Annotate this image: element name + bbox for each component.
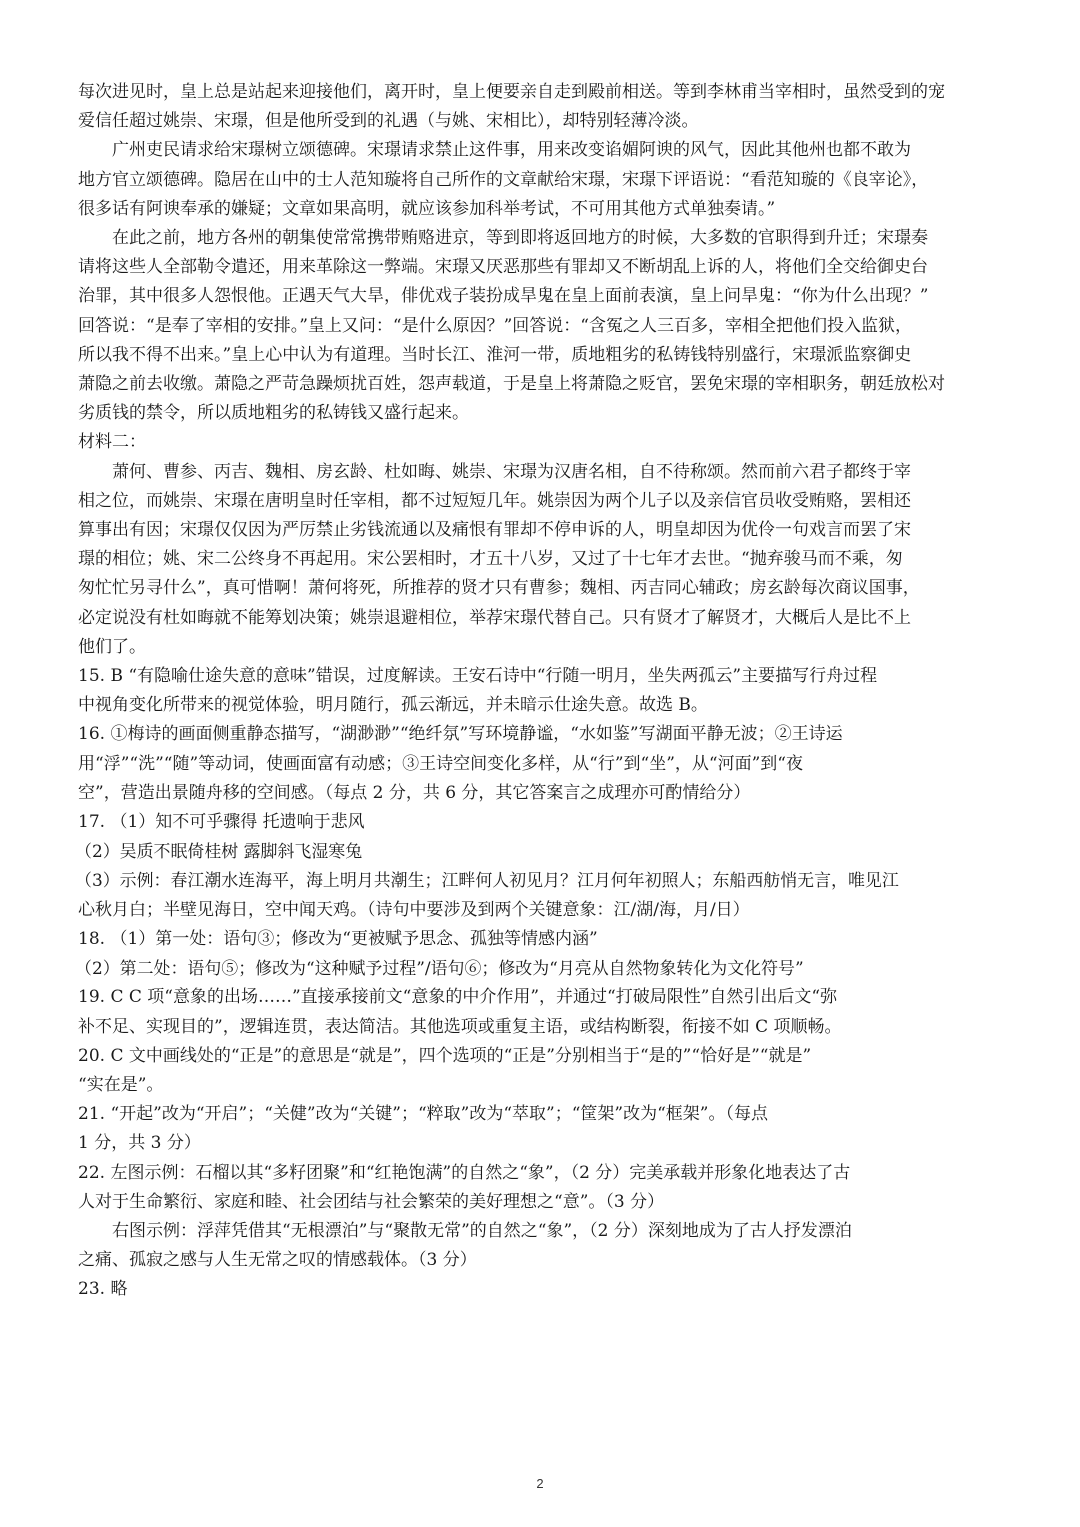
- text-line: “实在是”。: [78, 1074, 164, 1095]
- document-body: [75, 78, 1008, 1305]
- text-line: 璟的相位；姚、宋二公终身不再起用。宋公罢相时，才五十八岁，又过了十七年才去世。“抛弃骏马而不乘，匆: [78, 549, 903, 570]
- text-line: 23. 略: [78, 1279, 128, 1300]
- text-line: 他们了。: [78, 636, 146, 657]
- text-line: 17. （1）知不可乎骤得 托遗响于悲风: [78, 812, 365, 833]
- text-line: 20. C 文中画线处的“正是”的意思是“就是”，四个选项的“正是”分别相当于“是的”“恰好是”“就是”: [78, 1045, 812, 1066]
- text-line: 劣质钱的禁令，所以质地粗劣的私铸钱又盛行起来。: [78, 403, 469, 424]
- text-line: 请将这些人全部勒令遣还，用来革除这一弊端。宋璟又厌恶那些有罪却又不断胡乱上诉的人，将他们全交给御史台: [78, 257, 928, 278]
- text-line: 回答说：“是奉了宰相的安排。”皇上又问：“是什么原因？”回答说：“含冤之人三百多，宰相全把他们投入监狱，: [78, 315, 912, 336]
- text-line: 18. （1）第一处：语句③；修改为“更被赋予思念、孤独等情感内涵”: [78, 928, 598, 949]
- text-line: 萧何、曹参、丙吉、魏相、房玄龄、杜如晦、姚崇、宋璟为汉唐名相，自不待称颂。然而前六君子都终于宰: [112, 461, 911, 482]
- text-line: （2）第二处：语句⑤；修改为“这种赋予过程”/语句⑥；修改为“月亮从自然物象转化为文化符号”: [75, 958, 804, 979]
- text-line: 心秋月白；半壁见海日，空中闻天鸡。（诗句中要涉及到两个关键意象：江/湖/海，月/日）: [78, 899, 750, 920]
- text-line: 爱信任超过姚崇、宋璟，但是他所受到的礼遇（与姚、宋相比），却特别轻薄冷淡。: [78, 111, 699, 132]
- text-line: （2）吴质不眠倚桂树 露脚斜飞湿寒兔: [75, 841, 363, 862]
- text-line: 之痛、孤寂之感与人生无常之叹的情感载体。（3 分）: [78, 1250, 477, 1271]
- text-line: 22. 左图示例：石榴以其“多籽团聚”和“红艳饱满”的自然之“象”，（2 分）完美承载并形象化地表达了古: [78, 1162, 851, 1183]
- text-line: 空”，营造出景随舟移的空间感。（每点 2 分，共 6 分，其它答案言之成理亦可酌情给分）: [78, 782, 751, 803]
- text-line: 19. C C 项“意象的出场……”直接承接前文“意象的中介作用”，并通过“打破局限性”自然引出后文“弥: [78, 987, 838, 1008]
- text-line: 很多话有阿谀奉承的嫌疑；文章如果高明，就应该参加科举考试，不可用其他方式单独奏请。”: [78, 198, 776, 219]
- text-line: 广州吏民请求给宋璟树立颂德碑。宋璟请求禁止这件事，用来改变谄媚阿谀的风气，因此其他州也都不敢为: [112, 140, 911, 161]
- text-line: 用“浮”“洗”“随”等动词，使画面富有动感；③王诗空间变化多样，从“行”到“坐”，从“河面”到“夜: [78, 753, 803, 774]
- text-line: 匆忙忙另寻什么”，真可惜啊！萧何将死，所推荐的贤才只有曹参；魏相、丙吉同心辅政；房玄龄每次商议国事，: [78, 578, 920, 599]
- text-line: 16. ①梅诗的画面侧重静态描写，“湖渺渺”“绝纤氛”写环境静谧，“水如鉴”写湖面平静无波；②王诗运: [78, 724, 843, 745]
- text-line: 人对于生命繁衍、家庭和睦、社会团结与社会繁荣的美好理想之“意”。（3 分）: [78, 1191, 665, 1212]
- text-line: 算事出有因；宋璟仅仅因为严厉禁止劣钱流通以及痛恨有罪却不停申诉的人，明皇却因为优伶一句戏言而罢了宋: [78, 520, 911, 541]
- page-number: 2: [536, 1476, 544, 1491]
- text-line: 右图示例：浮萍凭借其“无根漂泊”与“聚散无常”的自然之“象”，（2 分）深刻地成为了古人抒发漂泊: [112, 1220, 852, 1241]
- text-line: 地方官立颂德碑。隐居在山中的士人范知璇将自己所作的文章献给宋璟，宋璟下评语说：“看范知璇的《良宰论》，: [78, 169, 929, 190]
- text-line: 材料二：: [78, 432, 146, 453]
- text-line: 必定说没有杜如晦就不能筹划决策；姚崇退避相位，举荐宋璟代替自己。只有贤才了解贤才，大概后人是比不上: [78, 607, 911, 628]
- text-line: 中视角变化所带来的视觉体验，明月随行，孤云渐远，并未暗示仕途失意。故选 B。: [78, 695, 708, 716]
- text-line: 在此之前，地方各州的朝集使常常携带贿赂进京，等到即将返回地方的时候，大多数的官职得到升迁；宋璟奏: [112, 228, 928, 249]
- text-line: 所以我不得不出来。”皇上心中认为有道理。当时长江、淮河一带，质地粗劣的私铸钱特别盛行，宋璟派监察御史: [78, 344, 912, 365]
- text-line: 补不足、实现目的”，逻辑连贯，表达简洁。其他选项或重复主语，或结构断裂，衔接不如 C 项顺畅。: [78, 1016, 842, 1037]
- text-line: 治罪，其中很多人怨恨他。正遇天气大旱，俳优戏子装扮成旱鬼在皇上面前表演，皇上问旱鬼：“你为什么出现？”: [78, 286, 929, 307]
- text-line: 萧隐之前去收缴。萧隐之严苛急躁烦扰百姓，怨声载道，于是皇上将萧隐之贬官，罢免宋璟的宰相职务，朝廷放松对: [78, 374, 945, 395]
- text-line: 15. B “有隐喻仕途失意的意味”错误，过度解读。王安石诗中“行随一明月，坐失两孤云”主要描写行舟过程: [78, 666, 878, 687]
- text-line: 每次进见时，皇上总是站起来迎接他们，离开时，皇上便要亲自走到殿前相送。等到李林甫当宰相时，虽然受到的宠: [78, 82, 945, 102]
- text-line: 1 分，共 3 分）: [78, 1133, 201, 1154]
- text-line: 21. “开起”改为“开启”；“关健”改为“关键”；“粹取”改为“萃取”；“筐架”改为“框架”。（每点: [78, 1104, 768, 1125]
- text-line: （3）示例：春江潮水连海平，海上明月共潮生；江畔何人初见月？江月何年初照人；东船西舫悄无言，唯见江: [75, 870, 899, 891]
- text-line: 相之位，而姚崇、宋璟在唐明皇时任宰相，都不过短短几年。姚崇因为两个儿子以及亲信官员收受贿赂，罢相还: [78, 490, 911, 511]
